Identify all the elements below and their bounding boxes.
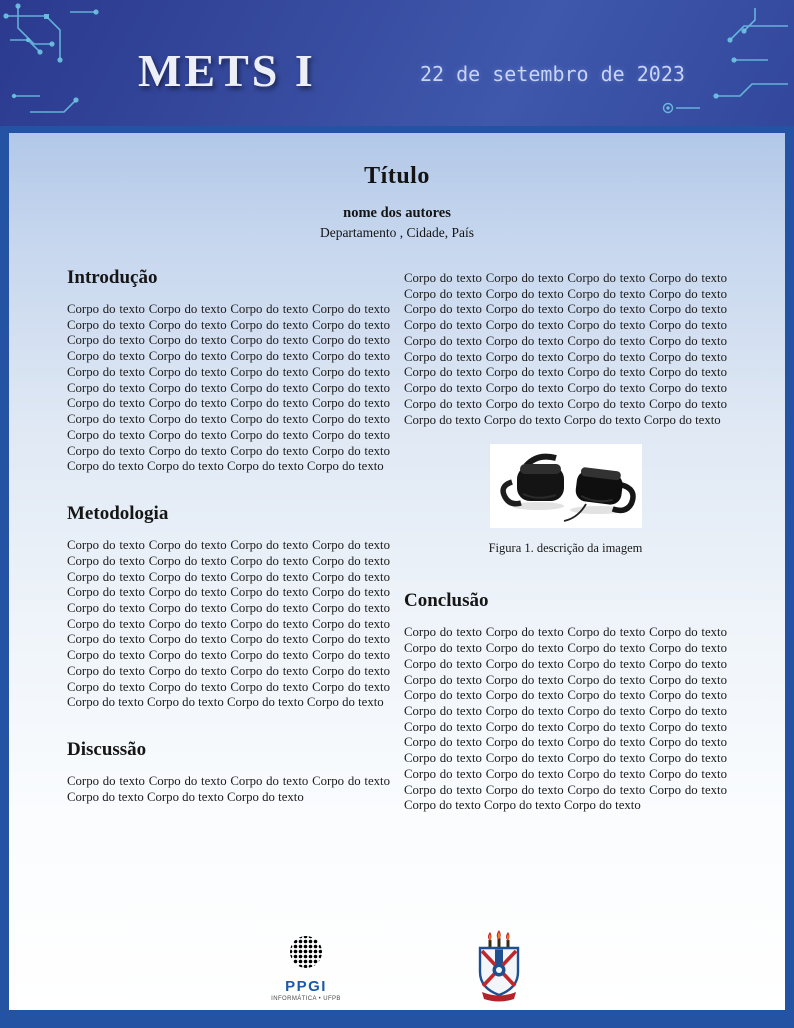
ufpb-crest <box>472 930 526 1002</box>
footer-logos <box>9 930 785 1002</box>
banner <box>0 0 794 126</box>
section-body-discussao: Corpo do texto Corpo do texto Corpo do texto Corpo do texto Corpo do texto Corpo do texto Corpo do texto <box>67 774 390 804</box>
title-block <box>9 133 785 241</box>
poster-body <box>9 133 785 1010</box>
ppgi-globe-icon <box>278 934 334 972</box>
section-heading-introducao: Introdução <box>67 267 158 288</box>
ppgi-sublabel: INFORMÁTICA • UFPB <box>271 996 341 1002</box>
ppgi-label: PPGI <box>285 978 327 995</box>
figure-caption: Figura 1. descrição da imagem <box>488 541 643 556</box>
vr-headsets-image <box>490 444 642 528</box>
right-column <box>404 267 727 814</box>
event-title: METS I <box>138 45 316 96</box>
right-column-body: Corpo do texto Corpo do texto Corpo do texto Corpo do texto Corpo do texto Corpo do texto Corpo do texto Corpo do texto Corpo do texto Corpo do texto Corpo do texto Corpo do texto Corpo do texto Corpo do texto Corpo do texto Corpo do texto Corpo do texto Corpo do texto Corpo do texto Corpo do texto Corpo do texto Corpo do texto Corpo do texto Corpo do texto Corpo do texto Corpo do texto Corpo do texto Corpo do texto Corpo do texto Corpo do texto Corpo do texto Corpo do texto Corpo do texto Corpo do texto Corpo do texto Corpo do texto Corpo do texto Corpo do texto Corpo do texto Corpo do texto <box>404 271 727 427</box>
section-body-conclusao: Corpo do texto Corpo do texto Corpo do texto Corpo do texto Corpo do texto Corpo do texto Corpo do texto Corpo do texto Corpo do texto Corpo do texto Corpo do texto Corpo do texto Corpo do texto Corpo do texto Corpo do texto Corpo do texto Corpo do texto Corpo do texto Corpo do texto Corpo do texto Corpo do texto Corpo do texto Corpo do texto Corpo do texto Corpo do texto Corpo do texto Corpo do texto Corpo do texto Corpo do texto Corpo do texto Corpo do texto Corpo do texto Corpo do texto Corpo do texto Corpo do texto Corpo do texto Corpo do texto Corpo do texto Corpo do texto Corpo do texto Corpo do texto Corpo do texto Corpo do texto Corpo do texto Corpo do texto Corpo do texto Corpo do texto <box>404 625 727 813</box>
two-column-layout <box>9 267 785 814</box>
frame-top-border <box>0 126 794 133</box>
authors: nome dos autores <box>343 205 451 221</box>
section-body-introducao: Corpo do texto Corpo do texto Corpo do texto Corpo do texto Corpo do texto Corpo do texto Corpo do texto Corpo do texto Corpo do texto Corpo do texto Corpo do texto Corpo do texto Corpo do texto Corpo do texto Corpo do texto Corpo do texto Corpo do texto Corpo do texto Corpo do texto Corpo do texto Corpo do texto Corpo do texto Corpo do texto Corpo do texto Corpo do texto Corpo do texto Corpo do texto Corpo do texto Corpo do texto Corpo do texto Corpo do texto Corpo do texto Corpo do texto Corpo do texto Corpo do texto Corpo do texto Corpo do texto Corpo do texto Corpo do texto Corpo do texto Corpo do texto Corpo do texto Corpo do texto Corpo do texto <box>67 302 390 474</box>
left-column <box>67 267 390 814</box>
section-heading-conclusao: Conclusão <box>404 590 489 612</box>
section-body-metodologia: Corpo do texto Corpo do texto Corpo do texto Corpo do texto Corpo do texto Corpo do texto Corpo do texto Corpo do texto Corpo do texto Corpo do texto Corpo do texto Corpo do texto Corpo do texto Corpo do texto Corpo do texto Corpo do texto Corpo do texto Corpo do texto Corpo do texto Corpo do texto Corpo do texto Corpo do texto Corpo do texto Corpo do texto Corpo do texto Corpo do texto Corpo do texto Corpo do texto Corpo do texto Corpo do texto Corpo do texto Corpo do texto Corpo do texto Corpo do texto Corpo do texto Corpo do texto Corpo do texto Corpo do texto Corpo do texto Corpo do texto Corpo do texto Corpo do texto Corpo do texto Corpo do texto <box>67 538 390 710</box>
figure-1 <box>404 444 727 556</box>
ufpb-coat-of-arms-icon <box>472 930 526 1002</box>
frame-left-border <box>0 133 9 1028</box>
affiliation: Departamento , Cidade, País <box>319 225 475 240</box>
event-date: 22 de setembro de 2023 <box>420 62 685 86</box>
frame-right-border <box>785 133 794 1028</box>
paper-title: Título <box>364 163 430 189</box>
section-heading-metodologia: Metodologia <box>67 503 169 525</box>
section-heading-discussao: Discussão <box>67 739 147 761</box>
ppgi-logo <box>268 934 344 1002</box>
frame-bottom-border <box>0 1010 794 1028</box>
